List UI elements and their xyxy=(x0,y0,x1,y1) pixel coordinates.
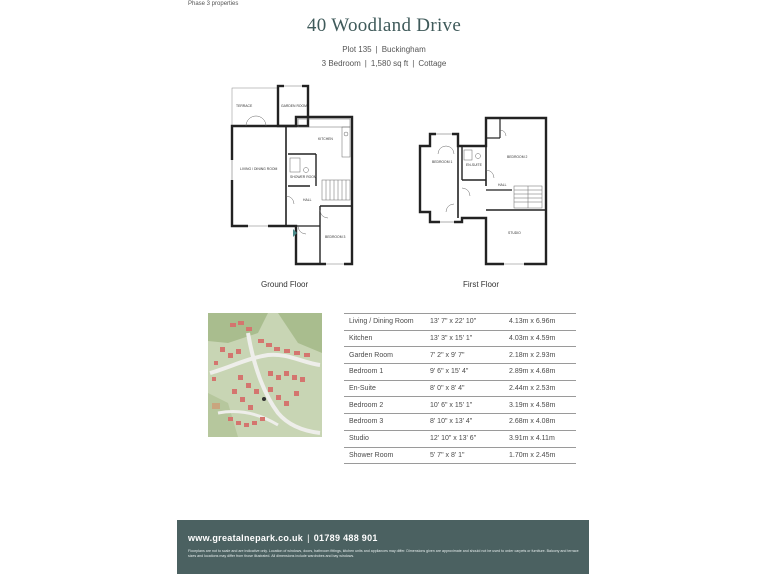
room-label-ensuite: EN-SUITE xyxy=(466,163,482,167)
table-row xyxy=(344,364,576,381)
table-row xyxy=(344,330,576,347)
room-label-bedroom-2: BEDROOM 2 xyxy=(507,155,528,159)
metric-size: 4.03m x 4.59m xyxy=(504,330,576,347)
separator: | xyxy=(307,533,310,543)
imperial-size: 8' 0" x 8' 4" xyxy=(425,380,504,397)
room-label-shower: SHOWER ROOM xyxy=(290,175,317,179)
table-row xyxy=(344,314,576,331)
room-name: Bedroom 1 xyxy=(344,364,425,381)
metric-size: 1.70m x 2.45m xyxy=(504,447,576,464)
imperial-size: 7' 2" x 9' 7" xyxy=(425,347,504,364)
metric-size: 2.68m x 4.08m xyxy=(504,414,576,431)
room-label-living: LIVING / DINING ROOM xyxy=(240,167,278,171)
top-note: Phase 3 properties xyxy=(188,1,239,7)
plot-number: Plot 135 xyxy=(342,45,372,54)
imperial-size: 10' 6" x 15' 1" xyxy=(425,397,504,414)
room-name: En-Suite xyxy=(344,380,425,397)
table-row xyxy=(344,430,576,447)
imperial-size: 13' 3" x 15' 1" xyxy=(425,330,504,347)
imperial-size: 5' 7" x 8' 1" xyxy=(425,447,504,464)
room-name: Shower Room xyxy=(344,447,425,464)
website-link[interactable]: www.greatalnepark.co.uk xyxy=(188,533,304,543)
phone-number[interactable]: 01789 488 901 xyxy=(313,533,378,543)
room-name: Studio xyxy=(344,430,425,447)
room-label-kitchen: KITCHEN xyxy=(318,137,333,141)
metric-size: 2.44m x 2.53m xyxy=(504,380,576,397)
room-label-hall: HALL xyxy=(498,183,507,187)
room-label-bedroom-1: BEDROOM 1 xyxy=(432,160,453,164)
disclaimer: Floorplans are not to scale and are indicative only. Location of windows, doors, bathroom fittings, kitchen units and appliances may differ. Dimensions given are approximate and should not be used to order carpets or furniture. Balcony and terrace sizes and locations may differ from those illustrated. All dimensions include wardrobes and bay windows. xyxy=(188,549,579,558)
site-map xyxy=(208,313,322,437)
metric-size: 2.89m x 4.68m xyxy=(504,364,576,381)
room-name: Living / Dining Room xyxy=(344,314,425,331)
room-dimensions-table xyxy=(344,313,576,464)
room-label-hall: HALL xyxy=(303,198,312,202)
room-name: Kitchen xyxy=(344,330,425,347)
first-floor-label: First Floor xyxy=(463,280,499,289)
bedroom-count: 3 Bedroom xyxy=(321,59,361,68)
room-name: Bedroom 3 xyxy=(344,414,425,431)
table-row xyxy=(344,447,576,464)
house-style: Cottage xyxy=(418,59,447,68)
room-label-terrace: TERRACE xyxy=(236,104,253,108)
page-title: 40 Woodland Drive xyxy=(306,15,462,36)
room-label-studio: STUDIO xyxy=(508,231,521,235)
separator: | xyxy=(375,45,378,54)
imperial-size: 13' 7" x 22' 10" xyxy=(425,314,504,331)
metric-size: 2.18m x 2.93m xyxy=(504,347,576,364)
table-row xyxy=(344,414,576,431)
metric-size: 3.91m x 4.11m xyxy=(504,430,576,447)
contact-line xyxy=(188,533,378,543)
room-name: Garden Room xyxy=(344,347,425,364)
imperial-size: 9' 6" x 15' 4" xyxy=(425,364,504,381)
metric-size: 3.19m x 4.58m xyxy=(504,397,576,414)
table-row xyxy=(344,397,576,414)
room-name: Bedroom 2 xyxy=(344,397,425,414)
ground-floor-label: Ground Floor xyxy=(261,280,309,289)
plot-marker-icon xyxy=(262,397,266,401)
house-type: Buckingham xyxy=(381,45,426,54)
separator: | xyxy=(364,59,367,68)
imperial-size: 8' 10" x 13' 4" xyxy=(425,414,504,431)
first-floor-plan xyxy=(420,118,546,264)
table-row xyxy=(344,347,576,364)
imperial-size: 12' 10" x 13' 6" xyxy=(425,430,504,447)
ground-floor-labels xyxy=(236,104,345,239)
table-row xyxy=(344,380,576,397)
footer-banner xyxy=(177,520,589,574)
room-label-bedroom-3: BEDROOM 3 xyxy=(325,235,346,239)
metric-size: 4.13m x 6.96m xyxy=(504,314,576,331)
floor-area: 1,580 sq ft xyxy=(370,59,409,68)
separator: | xyxy=(412,59,415,68)
room-label-garden-room: GARDEN ROOM xyxy=(281,104,307,108)
first-floor-outline xyxy=(420,118,546,264)
